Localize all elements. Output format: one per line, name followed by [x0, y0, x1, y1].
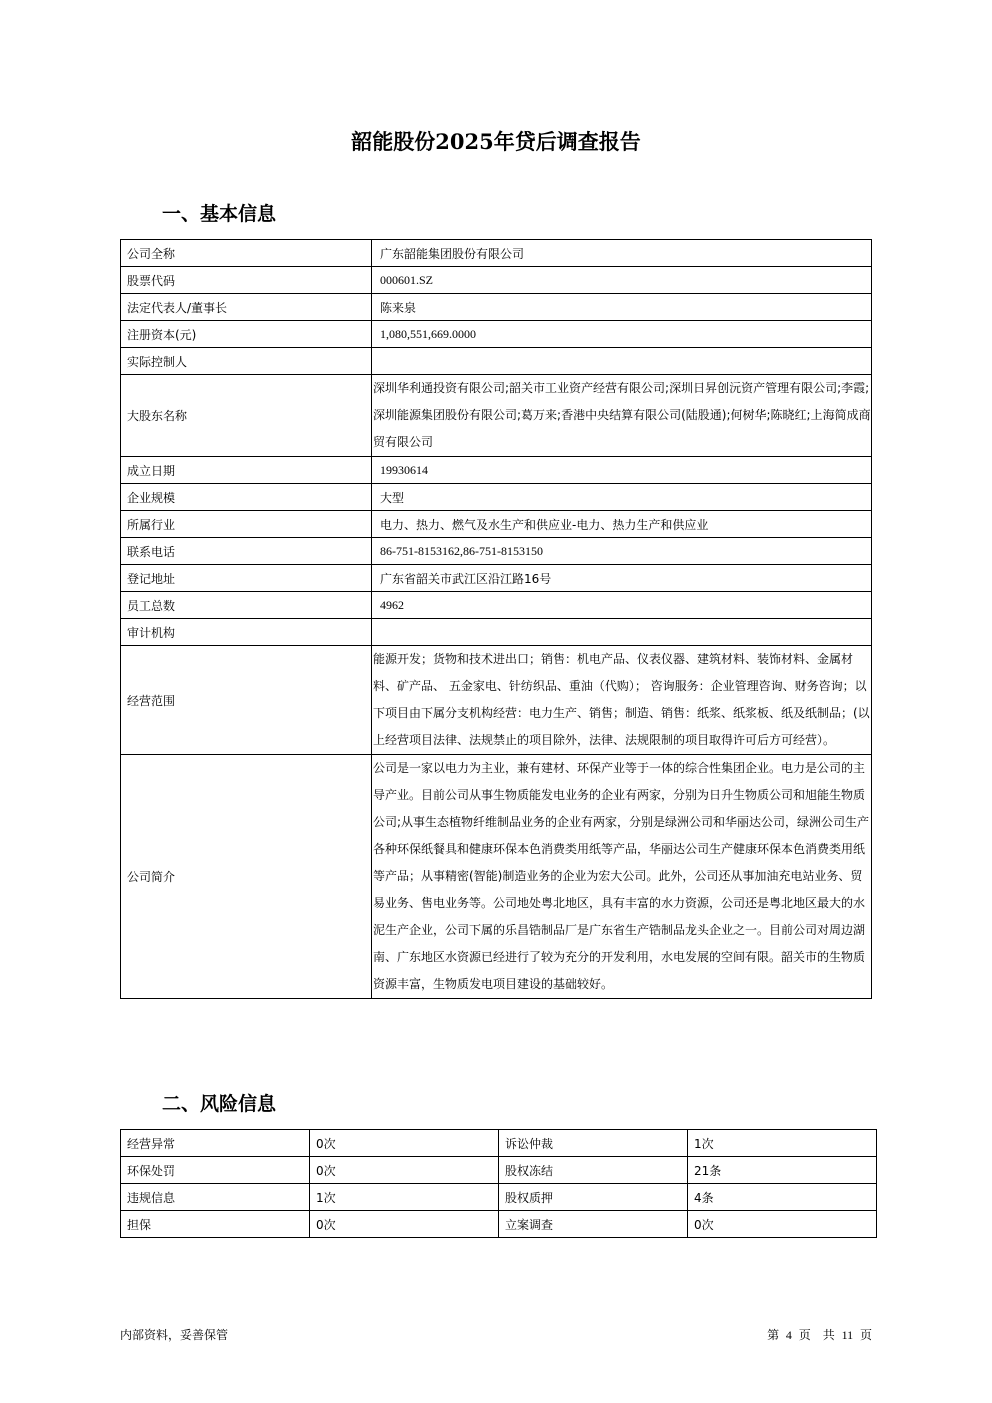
section-basic-info-heading: 一、基本信息 — [162, 203, 277, 225]
table-row — [121, 1130, 877, 1157]
risk-label: 环保处罚 — [121, 1157, 310, 1184]
field-value-text: 1,080,551,669.0000 — [380, 326, 476, 341]
table-row — [121, 565, 872, 592]
risk-label: 担保 — [121, 1211, 310, 1238]
field-value — [372, 321, 872, 348]
field-value — [372, 240, 872, 267]
table-row — [121, 240, 872, 267]
table-row — [121, 511, 872, 538]
field-label: 大股东名称 — [121, 375, 372, 457]
field-value — [372, 538, 872, 565]
field-label: 企业规模 — [121, 484, 372, 511]
footer-confidential-note: 内部资料，妥善保管 — [120, 1328, 229, 1342]
page-middle: 页 共 — [798, 1328, 835, 1342]
table-row — [121, 294, 872, 321]
risk-value: 0次 — [310, 1211, 499, 1238]
field-label: 公司简介 — [121, 755, 372, 999]
table-row — [121, 646, 872, 755]
field-value-text: 陈来泉 — [380, 300, 417, 315]
risk-info-table — [120, 1129, 877, 1238]
risk-value: 0次 — [688, 1211, 877, 1238]
field-value-text: 能源开发；货物和技术进出口；销售：机电产品、仪表仪器、建筑材料、装饰材料、金属材料、矿产品、 五金家电、针纺织品、重油（代购）； 咨询服务：企业管理咨询、财务咨询；以下项目由下属分支机构经营：电力生产、销售；制造、销售：纸浆、纸浆板、纸及纸制品；(以上经营项目法律、法规禁止的项目除外，法律、法规限制的项目取得许可后方可经营）。 — [373, 652, 870, 747]
table-row — [121, 1157, 877, 1184]
field-label: 法定代表人/董事长 — [121, 294, 372, 321]
table-row — [121, 375, 872, 457]
risk-value: 21条 — [688, 1157, 877, 1184]
field-label: 员工总数 — [121, 592, 372, 619]
field-label: 公司全称 — [121, 240, 372, 267]
risk-value: 1次 — [688, 1130, 877, 1157]
field-label: 联系电话 — [121, 538, 372, 565]
field-label: 所属行业 — [121, 511, 372, 538]
risk-value: 1次 — [310, 1184, 499, 1211]
table-row — [121, 267, 872, 294]
risk-value: 0次 — [310, 1130, 499, 1157]
page-prefix: 第 — [767, 1328, 780, 1342]
table-row — [121, 592, 872, 619]
field-value-text: 000601.SZ — [380, 272, 434, 287]
field-value — [372, 457, 872, 484]
risk-label: 股权质押 — [499, 1184, 688, 1211]
field-label: 实际控制人 — [121, 348, 372, 375]
risk-label: 违规信息 — [121, 1184, 310, 1211]
page-current: 4 — [785, 1328, 792, 1342]
risk-label: 经营异常 — [121, 1130, 310, 1157]
table-row — [121, 1184, 877, 1211]
field-value — [372, 592, 872, 619]
field-value-text: 19930614 — [380, 462, 428, 477]
field-label: 经营范围 — [121, 646, 372, 755]
risk-value: 4条 — [688, 1184, 877, 1211]
risk-value: 0次 — [310, 1157, 499, 1184]
table-row — [121, 321, 872, 348]
basic-info-table — [120, 239, 872, 999]
page-suffix: 页 — [859, 1328, 872, 1342]
field-value — [372, 348, 872, 375]
risk-label: 立案调查 — [499, 1211, 688, 1238]
field-label: 登记地址 — [121, 565, 372, 592]
table-row — [121, 1211, 877, 1238]
field-value-text: 电力、热力、燃气及水生产和供应业-电力、热力生产和供应业 — [380, 517, 709, 532]
field-value-text: 深圳华利通投资有限公司;韶关市工业资产经营有限公司;深圳日昇创沅资产管理有限公司;李霞;深圳能源集团股份有限公司;葛万来;香港中央结算有限公司(陆股通);何树华;陈晓红;上海简成商贸有限公司 — [373, 381, 871, 449]
table-row — [121, 457, 872, 484]
field-value — [372, 375, 872, 457]
risk-label: 诉讼仲裁 — [499, 1130, 688, 1157]
field-label: 股票代码 — [121, 267, 372, 294]
field-value — [372, 294, 872, 321]
field-value — [372, 267, 872, 294]
table-row — [121, 755, 872, 999]
field-value — [372, 646, 872, 755]
field-value — [372, 511, 872, 538]
table-row — [121, 538, 872, 565]
report-title: 韶能股份2025年贷后调查报告 — [351, 129, 641, 154]
table-row — [121, 619, 872, 646]
field-label: 审计机构 — [121, 619, 372, 646]
footer-page-number — [767, 1326, 872, 1343]
field-value-text: 86-751-8153162,86-751-8153150 — [380, 543, 543, 558]
field-value-text: 4962 — [380, 597, 404, 612]
risk-label: 股权冻结 — [499, 1157, 688, 1184]
table-row — [121, 348, 872, 375]
section-risk-info-heading: 二、风险信息 — [162, 1093, 277, 1115]
field-value — [372, 484, 872, 511]
field-value — [372, 565, 872, 592]
field-value — [372, 619, 872, 646]
field-value-text: 广东韶能集团股份有限公司 — [380, 246, 525, 261]
page-total: 11 — [841, 1328, 854, 1342]
field-value-text: 广东省韶关市武江区沿江路16号 — [380, 571, 552, 586]
table-row — [121, 484, 872, 511]
field-value-text: 大型 — [380, 490, 405, 505]
field-label: 注册资本(元) — [121, 321, 372, 348]
field-value — [372, 755, 872, 999]
field-value-text: 公司是一家以电力为主业，兼有建材、环保产业等于一体的综合性集团企业。电力是公司的主导产业。目前公司从事生物质能发电业务的企业有两家，分别为日升生物质公司和旭能生物质公司;从事生态植物纤维制品业务的企业有两家，分别是绿洲公司和华丽达公司，绿洲公司生产各种环保纸餐具和健康环保本色消费类用纸等产品，华丽达公司生产健康环保本色消费类用纸等产品；从事精密(智能)制造业务的企业为宏大公司。此外，公司还从事加油充电站业务、贸易业务、售电业务等。公司地处粤北地区，具有丰富的水力资源，公司还是粤北地区最大的水泥生产企业，公司下属的乐昌锆制品厂是广东省生产锆制品龙头企业之一。目前公司对周边湖南、广东地区水资源已经进行了较为充分的开发利用，水电发展的空间有限。韶关市的生物质资源丰富，生物质发电项目建设的基础较好。 — [373, 761, 870, 991]
field-label: 成立日期 — [121, 457, 372, 484]
